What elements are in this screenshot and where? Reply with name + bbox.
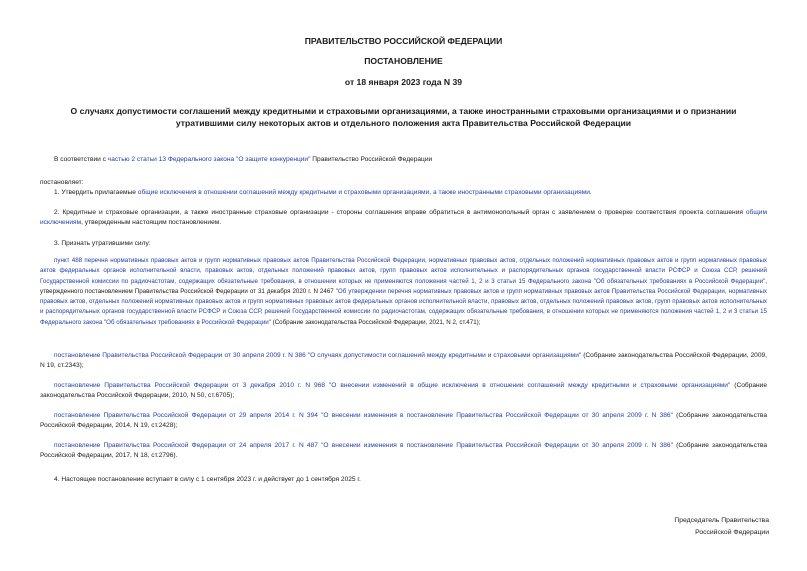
- sub-3-link[interactable]: постановление Правительства Российской Федерации от 3 декабря 2010 г. N 968 "О внесении изменений в общие исключения в отношении соглашений между кредитными и страховыми организациями": [54, 382, 731, 389]
- item-3: 3. Признать утратившими силу:: [54, 240, 151, 247]
- item-2-text-end: , утвержденным настоящим постановлением.: [81, 219, 222, 227]
- sub-3-text: (Собрание законодательства Российской Федерации, 2010, N 50, ст.6705);: [40, 382, 767, 400]
- doc-type-heading: ПОСТАНОВЛЕНИЕ: [364, 56, 443, 66]
- decree-word: постановляет:: [40, 179, 84, 186]
- item-1-link[interactable]: общие исключения в отношении соглашений между кредитными и страховыми организациями, а также иностранными страховыми организациями: [137, 189, 590, 196]
- document-title-line-1: О случаях допустимости соглашений между кредитными и страховыми организациями, а также иностранными страховыми организациями и о признании: [70, 106, 737, 116]
- sub-1-link[interactable]: пункт 488 перечня нормативных правовых актов и групп нормативных правовых актов Правительства Российской Федерации, нормативных правовых актов, отдельных положений нормативных правовых актов и групп нормативных правовых актов федеральных органов исполнительной власти, правовых актов, отдельных положений правовых актов, групп правовых актов исполнительных и распорядительных органов государственной власти РСФСР и Союза ССР, решений Государственной комиссии по радиочастотам, содержащих обязательные требования, в отношении которых не применяются положения частей 1, 2 и 3 статьи 15 Федерального закона "Об обязательных требованиях в Российской Федерации": [40, 257, 767, 285]
- item-1-text-end: .: [589, 189, 592, 196]
- sub-4-link[interactable]: постановление Правительства Российской Федерации от 29 апреля 2014 г. N 394 "О внесении изменения в постановление Правительства Российской Федерации от 30 апреля 2009 г. N 386": [54, 412, 673, 419]
- item-1-text: 1. Утвердить прилагаемые: [54, 189, 138, 196]
- intro-paragraph: [54, 155, 767, 165]
- intro-text-end: Правительство Российской Федерации: [310, 156, 433, 163]
- item-2-link[interactable]: общим исключениям: [40, 209, 767, 227]
- signature-org: Российской Федерации: [695, 529, 769, 536]
- item-1: [54, 188, 767, 198]
- item-3-sub-4: [40, 411, 767, 432]
- intro-law-link[interactable]: частью 2 статьи 13 Федерального закона "О защите конкуренции": [107, 156, 311, 163]
- item-2-text: 2. Кредитные и страховые организации, а также иностранные страховые организации - стороны соглашения вправе обратиться в антимонопольный орган с заявлением о проверке соответствия проекта соглашения: [54, 209, 746, 216]
- date-number-heading: от 18 января 2023 года N 39: [344, 77, 463, 87]
- item-3-sub-1: [40, 256, 767, 328]
- sub-2-link[interactable]: постановление Правительства Российской Федерации от 30 апреля 2009 г. N 386 "О случаях допустимости соглашений между кредитными и страховыми организациями": [54, 352, 582, 359]
- sub-2-text: (Собрание законодательства Российской Федерации, 2009, N 19, ст.2343);: [40, 352, 768, 370]
- sub-1-link-2[interactable]: "Об утверждении перечня нормативных правовых актов и групп нормативных правовых актов Правительства Российской Федерации, нормативных правовых актов, отдельных положений нормативных правовых актов и групп нормативных правовых актов федеральных органов исполнительной власти, правовых актов, отдельных положений правовых актов, групп правовых актов исполнительных и распорядительных органов государственной власти РСФСР и Союза ССР, решений Государственной комиссии по радиочастотам, содержащих обязательные требования, в отношении которых не применяются положения частей 1, 2 и 3 статьи 15 Федерального закона "Об обязательных требованиях в Российской Федерации": [40, 287, 767, 326]
- sub-5-link[interactable]: постановление Правительства Российской Федерации от 24 апреля 2017 г. N 487 "О внесении изменения в постановление Правительства Российской Федерации от 30 апреля 2009 г. N 386": [54, 442, 673, 449]
- sub-1-text: , утвержденного постановлением Правительства Российской Федерации от 31 декабря 2020 г. N 2467: [40, 277, 767, 295]
- item-3-sub-2: [40, 351, 767, 372]
- signature-title: Председатель Правительства: [674, 517, 769, 524]
- item-2: [40, 208, 767, 229]
- sub-5-text: (Собрание законодательства Российской Федерации, 2017, N 18, ст.2796).: [40, 442, 767, 460]
- sub-4-text: (Собрание законодательства Российской Федерации, 2014, N 19, ст.2428);: [40, 412, 767, 430]
- document-title-line-2: утратившими силу некоторых актов и отдельного положения акта Правительства Российской Федерации: [175, 118, 632, 128]
- government-heading: ПРАВИТЕЛЬСТВО РОССИЙСКОЙ ФЕДЕРАЦИИ: [304, 36, 503, 46]
- item-3-sub-5: [40, 441, 767, 462]
- sub-1-text-end: (Собрание законодательства Российской Федерации, 2021, N 2, ст.471);: [270, 318, 481, 326]
- item-4: 4. Настоящее постановление вступает в силу с 1 сентября 2023 г. и действует до 1 сентября 2025 г.: [54, 476, 361, 483]
- item-3-sub-3: [40, 381, 767, 402]
- intro-text: В соответствии с: [54, 156, 108, 163]
